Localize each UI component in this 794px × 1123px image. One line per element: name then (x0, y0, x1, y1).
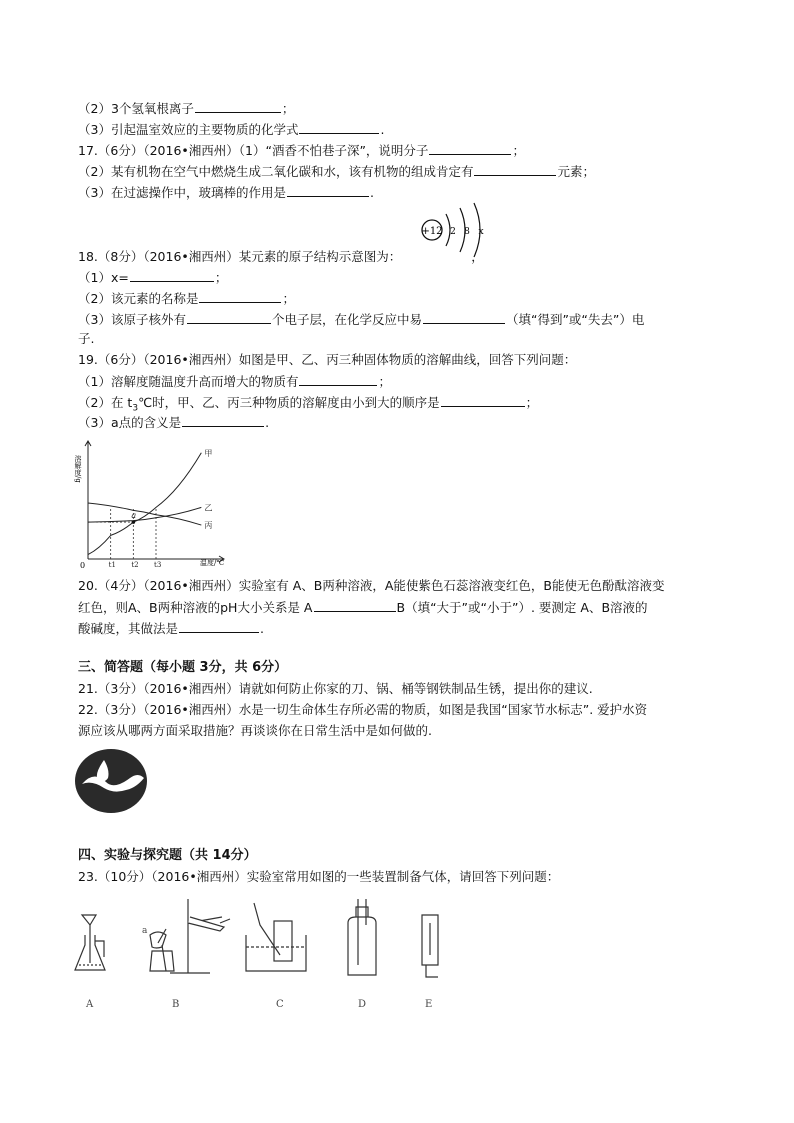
answer-blank[interactable] (299, 121, 379, 134)
q20-text-b2: B（填“大于”或“小于”）. 要测定 A、B溶液的 (396, 600, 648, 615)
q18-2-end: ； (282, 291, 295, 306)
answer-blank[interactable] (179, 620, 259, 633)
q19-1-end: ； (378, 374, 391, 389)
solubility-chart (72, 435, 232, 575)
answer-blank[interactable] (187, 311, 271, 324)
q19-3-line (78, 414, 269, 431)
q20-text-b1: 红色，则A、B两种溶液的pH大小关系是 A (78, 600, 313, 615)
apparatus-label-b: B (172, 999, 180, 1010)
series-bing-label: 丙 (204, 521, 213, 531)
q19-3-end: . (265, 415, 270, 430)
q16-2-text: （2）3个氢氧根离子 (78, 101, 194, 116)
apparatus-a (75, 915, 105, 970)
atom-nucleus-label: +12 (421, 226, 443, 237)
q18-1-line (78, 269, 227, 286)
answer-blank[interactable] (474, 163, 556, 176)
q18-3-text-b: 个电子层，在化学反应中易 (271, 312, 422, 327)
q17-3-line (78, 184, 374, 201)
q19-2-text-a: （2）在 t (78, 395, 133, 410)
lab-apparatus-figure (70, 895, 450, 1010)
q16-2-line (78, 100, 294, 117)
q18-1-text: （1）x= (78, 270, 129, 285)
x-tick-t1: t1 (108, 561, 116, 569)
q19-head-text: 19.（6分）（2016•湘西州）如图是甲、乙、丙三种固体物质的溶解曲线，回答下列问题： (78, 352, 577, 367)
q21-line: 21.（3分）（2016•湘西州）请就如何防止你家的刀、锅、桶等钢铁制品生锈，提出你的建议. (78, 681, 593, 696)
q17-2-text: （2）某有机物在空气中燃烧生成二氧化碳和水，该有机物的组成肯定有 (78, 164, 474, 179)
apparatus-label-c: C (276, 999, 284, 1010)
q20-line-2 (78, 599, 648, 616)
q18-head-text: 18.（8分）（2016•湘西州）某元素的原子结构示意图为： (78, 249, 402, 264)
x-tick-t3: t3 (154, 561, 162, 569)
q17-2-line (78, 163, 595, 180)
q17-head-line (78, 142, 525, 159)
q18-2-line (78, 290, 295, 307)
q19-2-subscript: 3 (132, 403, 139, 414)
q20-text-a: 20.（4分）（2016•湘西州）实验室有 A、B两种溶液，A能使紫色石蕊溶液变红色，B能使无色酚酞溶液变 (78, 578, 665, 593)
q18-head-end: ， (471, 249, 484, 264)
q17-head-end: ； (512, 143, 525, 158)
answer-blank[interactable] (287, 184, 369, 197)
answer-blank[interactable] (429, 142, 511, 155)
answer-blank[interactable] (314, 599, 396, 612)
chart-ylabel: 溶解度/g (74, 455, 82, 483)
shell-3-count: x (478, 227, 484, 237)
q18-3-text-d: 子. (78, 331, 95, 346)
section-4-heading: 四、实验与探究题（共 14分） (78, 848, 257, 863)
apparatus-label-a: A (86, 999, 94, 1010)
q20-line-3 (78, 620, 264, 637)
answer-blank[interactable] (199, 290, 281, 303)
q18-head-line (78, 249, 484, 265)
chart-origin: 0 (80, 561, 86, 570)
shell-2-count: 8 (464, 227, 470, 237)
point-a-label: a (131, 511, 137, 521)
q16-3-end: . (380, 122, 385, 137)
q18-3-text-a: （3）该原子核外有 (78, 312, 186, 327)
answer-blank[interactable] (195, 100, 281, 113)
apparatus-b (150, 899, 230, 973)
q18-1-end: ； (214, 270, 228, 285)
q18-3-cont-line (78, 331, 94, 347)
apparatus-b-tag: a (142, 926, 148, 936)
shell-1-count: 2 (450, 227, 456, 237)
q20-text-c: 酸碱度，其做法是 (78, 621, 179, 636)
q19-1-text: （1）溶解度随温度升高而增大的物质有 (78, 374, 299, 389)
apparatus-label-d: D (358, 999, 367, 1010)
q17-2-end: 元素； (557, 164, 595, 179)
answer-blank[interactable] (441, 394, 525, 407)
q19-2-text-b: ℃时，甲、乙、丙三种物质的溶解度由小到大的顺序是 (138, 395, 440, 410)
q19-3-text: （3）a点的含义是 (78, 415, 182, 430)
answer-blank[interactable] (423, 311, 505, 324)
q22-line-2: 源应该从哪两方面采取措施？再谈谈你在日常生活中是如何做的. (78, 723, 432, 738)
answer-blank[interactable] (182, 414, 264, 427)
q17-3-text: （3）在过滤操作中，玻璃棒的作用是 (78, 185, 286, 200)
q19-head-line (78, 352, 576, 368)
chart-axes (85, 441, 224, 562)
q16-2-end: ； (281, 101, 295, 116)
answer-blank[interactable] (299, 373, 377, 386)
apparatus-d (348, 899, 376, 975)
answer-blank[interactable] (130, 269, 214, 282)
chart-lines (88, 453, 201, 555)
chart-xlabel: 温度/℃ (200, 559, 225, 567)
q19-1-line (78, 373, 391, 390)
q18-2-text: （2）该元素的名称是 (78, 291, 199, 306)
q20-text-c-end: . (260, 621, 264, 636)
water-saving-logo (74, 748, 148, 814)
q17-3-end: . (369, 185, 374, 200)
q16-3-text: （3）引起温室效应的主要物质的化学式 (78, 122, 299, 137)
apparatus-label-e: E (425, 999, 433, 1010)
section-3-heading: 三、简答题（每小题 3分，共 6分） (78, 660, 288, 675)
series-jia-line (88, 453, 201, 555)
series-jia-label: 甲 (204, 448, 213, 458)
apparatus-e (422, 915, 438, 977)
q19-2-end: ； (525, 395, 539, 410)
q22-line-1: 22.（3分）（2016•湘西州）水是一切生命体生存所必需的物质，如图是我国“国家节水标志”. 爱护水资 (78, 702, 648, 717)
q18-3-text-c: （填“得到”或“失去”）电 (505, 312, 645, 327)
x-tick-t2: t2 (131, 561, 139, 569)
q23-line: 23.（10分）（2016•湘西州）实验室常用如图的一些装置制备气体，请回答下列问题： (78, 869, 560, 884)
series-yi-label: 乙 (204, 503, 213, 513)
point-a (132, 520, 136, 524)
q18-3-line (78, 311, 644, 328)
q16-3-line (78, 121, 384, 138)
q17-head-text: 17.（6分）（2016•湘西州）（1）“酒香不怕巷子深”，说明分子 (78, 143, 429, 158)
q20-line-1 (78, 578, 665, 594)
apparatus-c (246, 903, 306, 971)
